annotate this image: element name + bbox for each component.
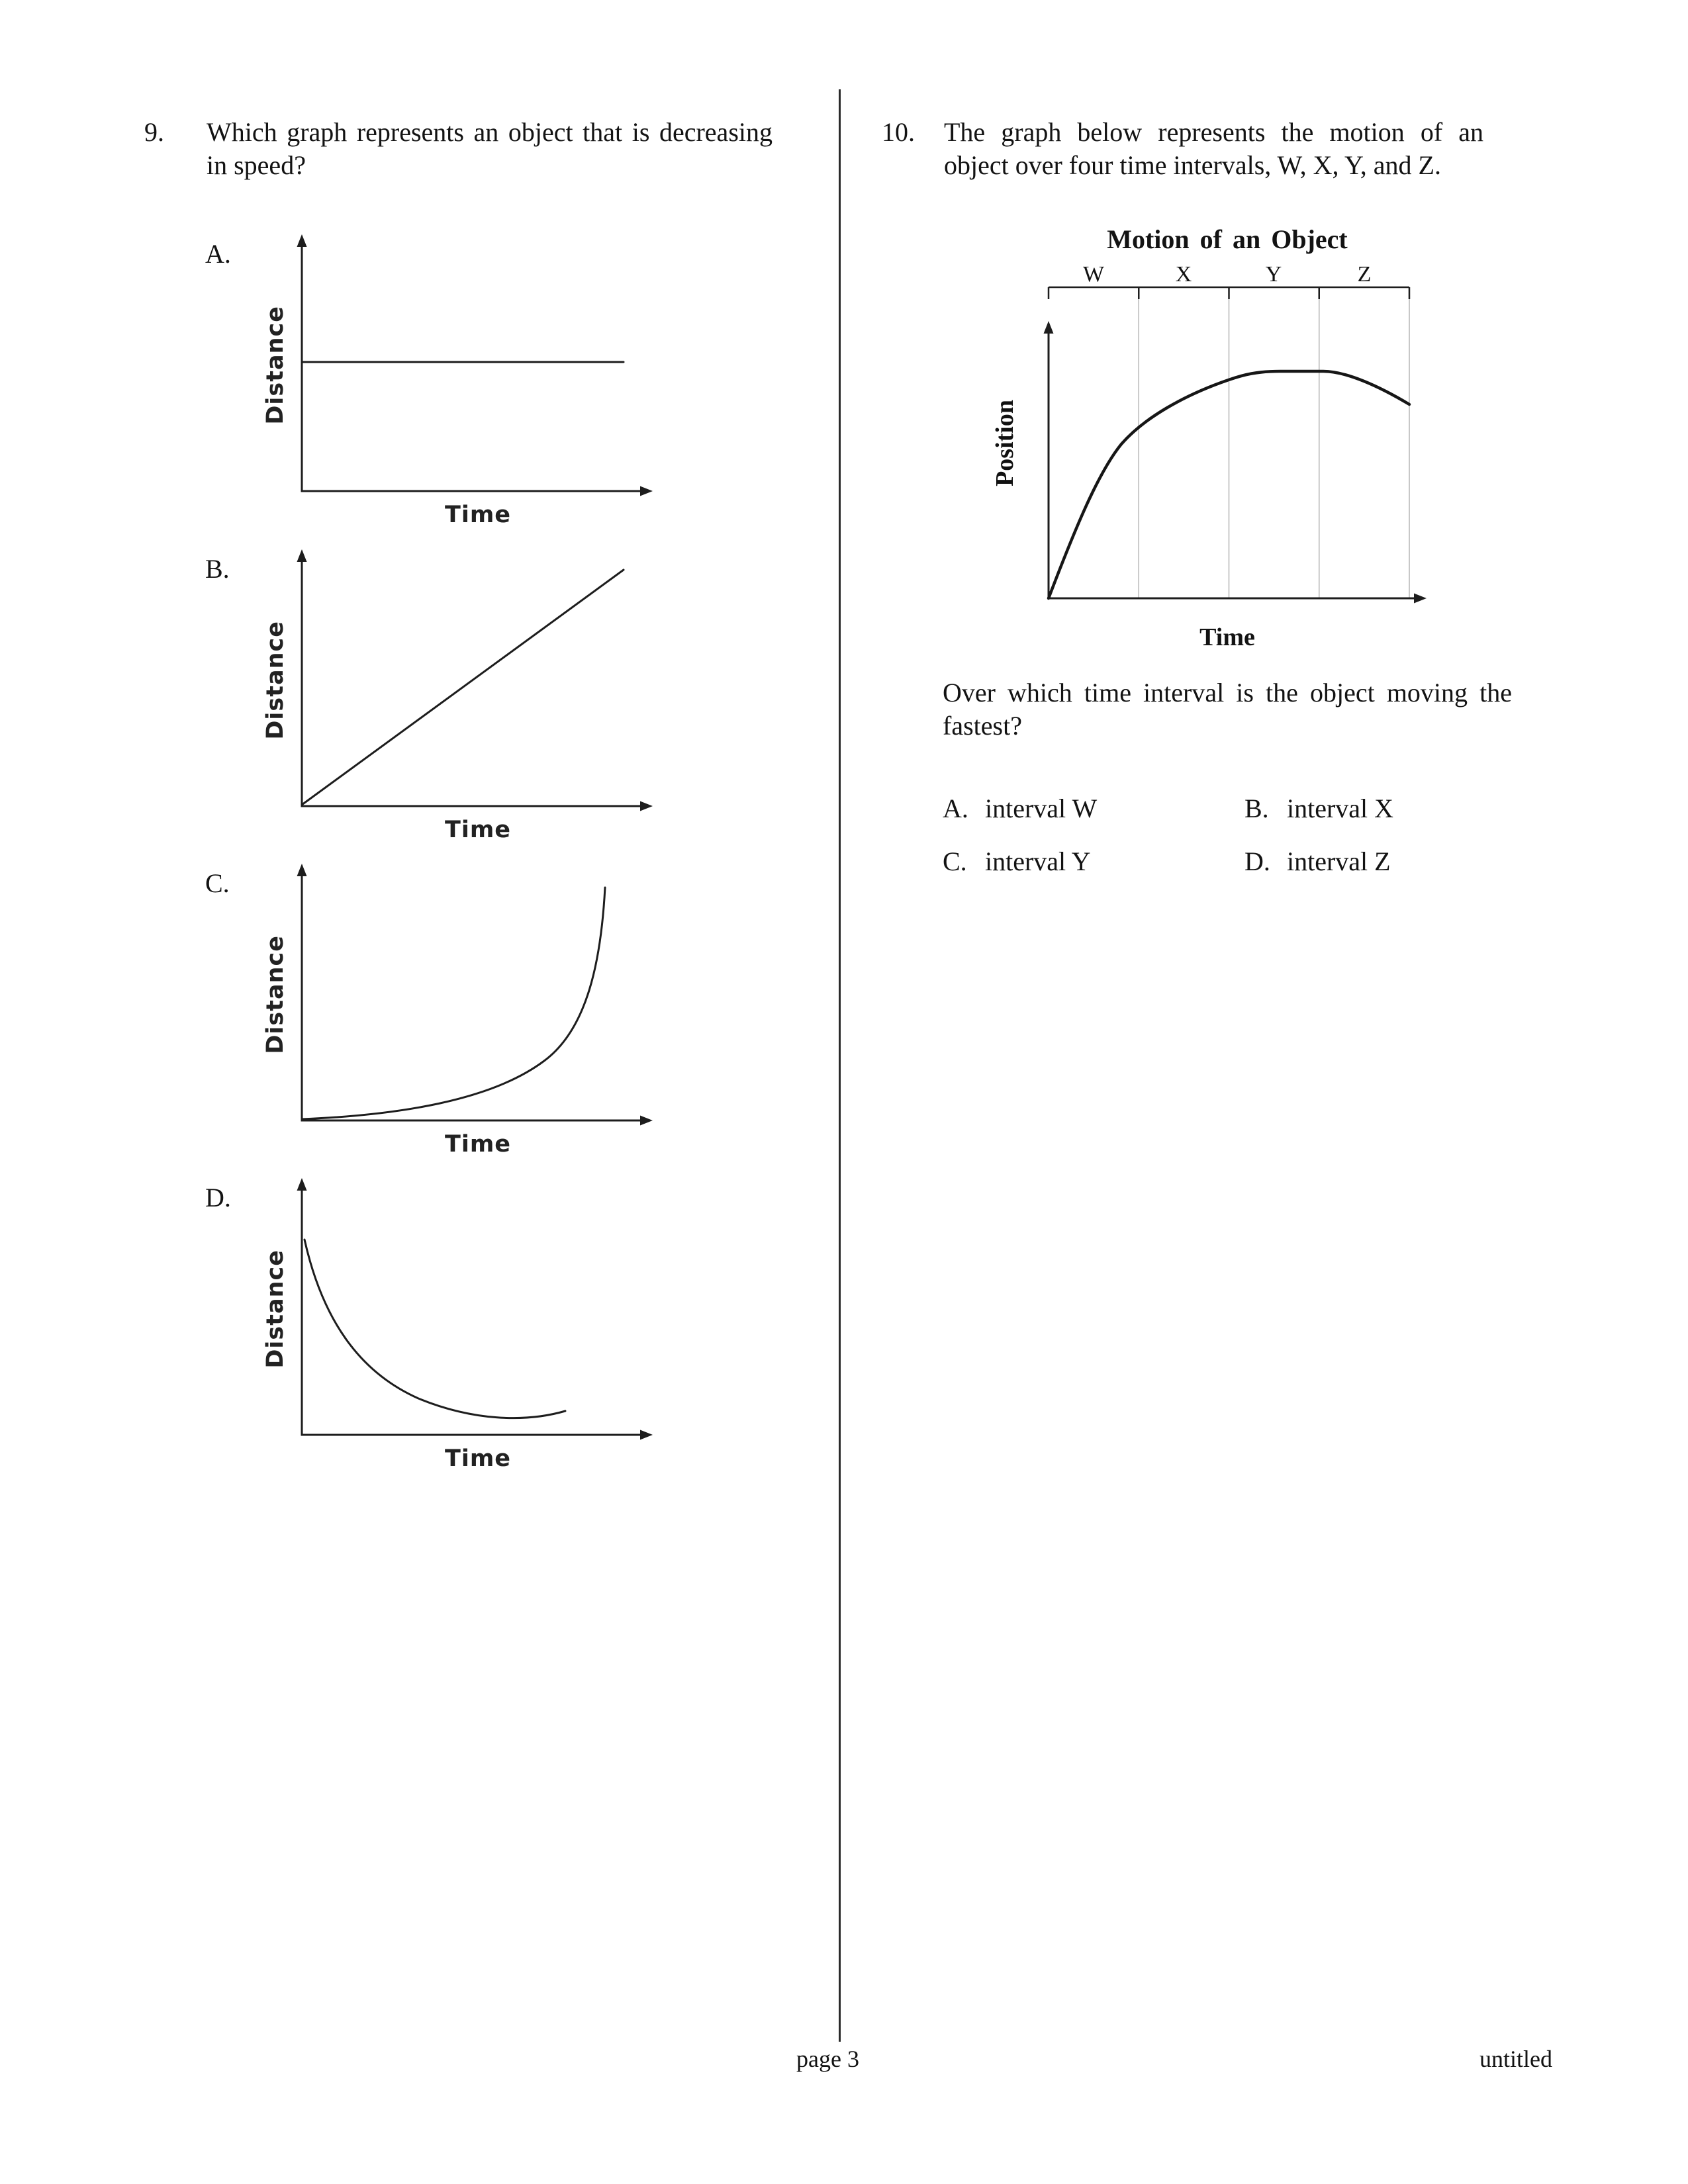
document-title: untitled [1479,2046,1552,2072]
question-9-text: Which graph represents an object that is decreasing in speed? [207,117,773,181]
y-axis-arrow-icon [297,1178,307,1191]
q9-option-b [202,548,663,843]
interval-label-x: X [1175,264,1192,287]
x-axis-arrow-icon [640,1116,653,1126]
choice-a [943,793,1244,824]
y-axis-label: Distance [262,1250,289,1369]
graph-a-y-axis-label-wrap [258,233,293,498]
option-a-letter: A. [205,239,231,269]
option-d-letter: D. [205,1183,231,1212]
choice-c [943,846,1244,877]
graph-d-y-axis-label-wrap [258,1177,293,1441]
choice-a-letter: A. [943,794,968,823]
graph-c [258,862,663,1158]
q9-option-c [202,862,663,1158]
question-10 [882,116,1483,183]
graph-a-plot [293,233,663,498]
graph-c-y-axis-label-wrap [258,862,293,1127]
graph-b [258,548,663,843]
interval-label-z: Z [1357,264,1372,287]
question-10-text: The graph below represents the motion of an object over four time intervals, W, X, Y, and Z. [944,117,1483,181]
x-axis-label: Time [444,1131,512,1158]
choice-c-letter: C. [943,846,967,876]
curve-increasing-speed [302,887,605,1119]
y-axis-arrow-icon [297,864,307,876]
question-9-number: 9. [144,117,164,147]
y-axis-arrow-icon [1044,321,1054,334]
option-c-letter: C. [205,868,230,898]
motion-plot [1022,264,1432,621]
page-number: page 3 [796,2046,859,2072]
graph-d-plot [293,1177,663,1441]
y-axis-label: Position [991,399,1019,486]
y-axis-label: Distance [262,621,289,740]
x-axis-label: Time [444,502,512,528]
x-axis-arrow-icon [640,1430,653,1440]
x-axis-label: Time [444,817,512,843]
q10-chart [988,224,1432,652]
q9-option-d [202,1177,663,1472]
curve-constant-speed [302,570,624,805]
choice-a-text: interval W [985,794,1098,823]
choice-b [1244,793,1523,824]
choice-d-letter: D. [1244,846,1270,876]
graph-a [258,233,663,528]
interval-label-y: Y [1265,264,1282,287]
x-axis-arrow-icon [640,801,653,811]
chart-y-axis-label-wrap [988,264,1022,621]
y-axis-arrow-icon [297,549,307,562]
option-b-letter: B. [205,554,230,584]
graph-c-plot [293,862,663,1127]
question-9 [144,116,773,183]
y-axis-label: Distance [262,306,289,425]
q10-answer-choices [943,793,1523,877]
choice-c-text: interval Y [985,846,1091,876]
graph-d [258,1177,663,1472]
interval-label-w: W [1082,264,1105,287]
choice-b-letter: B. [1244,794,1269,823]
x-axis-arrow-icon [640,486,653,496]
y-axis-label: Distance [262,935,289,1054]
chart-title: Motion of an Object [1107,224,1348,254]
q9-option-a [202,233,663,528]
y-axis-arrow-icon [297,234,307,247]
x-axis-arrow-icon [1414,594,1427,604]
graph-b-y-axis-label-wrap [258,548,293,813]
question-10-number: 10. [882,117,915,147]
q10-sub-question: Over which time interval is the object moving the fastest? [943,678,1512,741]
column-divider [839,89,841,2042]
graph-b-plot [293,548,663,813]
x-axis-label: Time [444,1445,512,1472]
choice-b-text: interval X [1287,794,1394,823]
choice-d-text: interval Z [1287,846,1391,876]
x-axis-label: Time [1199,623,1255,651]
choice-d [1244,846,1523,877]
curve-decreasing-speed [305,1240,565,1418]
